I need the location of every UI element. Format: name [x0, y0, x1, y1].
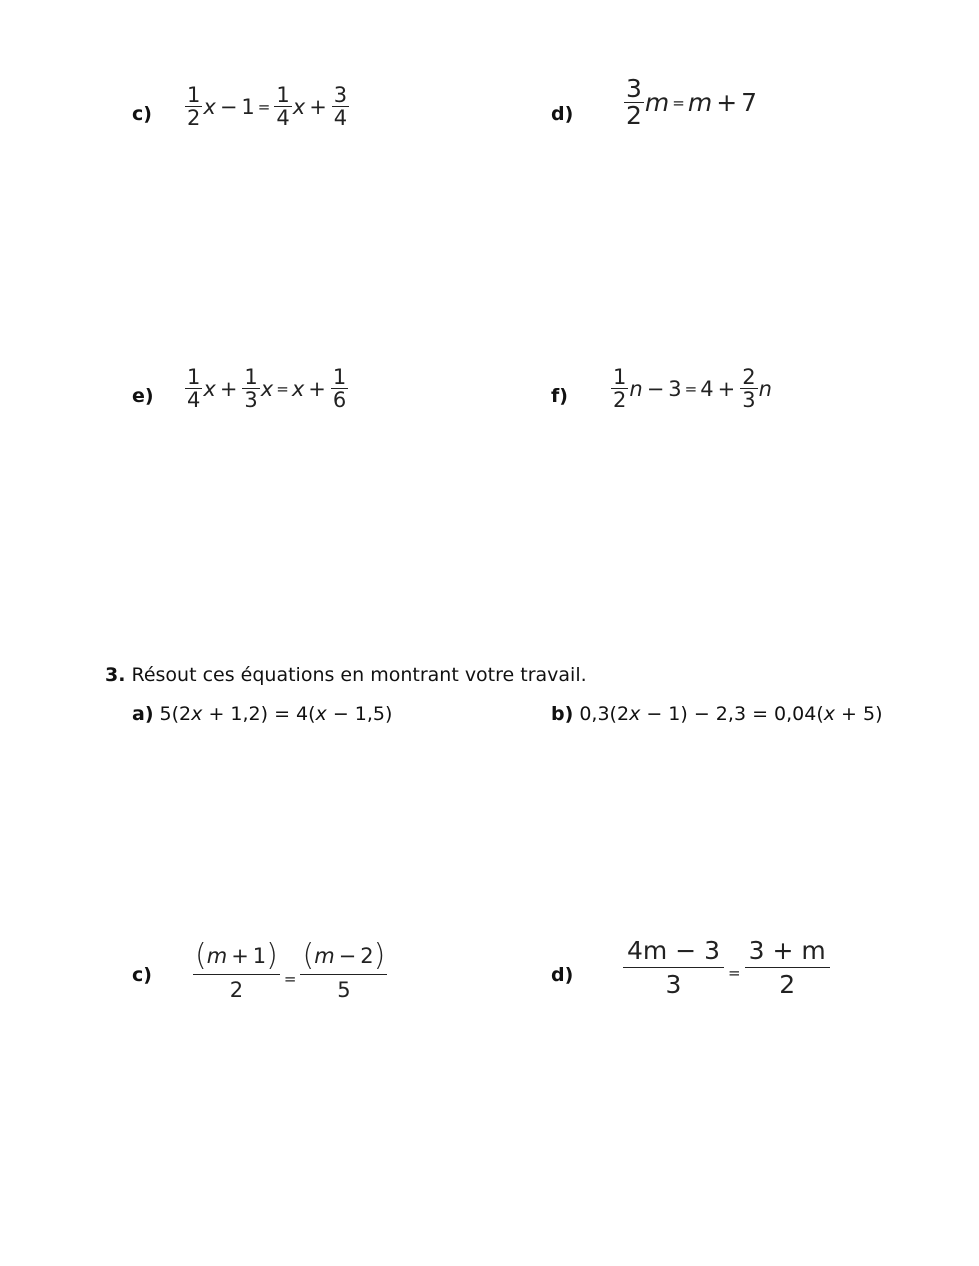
- variable: m: [644, 88, 670, 118]
- variable: n: [758, 376, 772, 401]
- equation-2f: [610, 366, 772, 411]
- constant: 7: [741, 88, 758, 118]
- label-3a: a): [132, 703, 154, 725]
- fraction: ( m − 2 ) 5: [302, 938, 386, 1002]
- fraction: $\frac{4m - 3}{3}$: [623, 938, 724, 999]
- fraction: ( m + 1 ) 2: [195, 938, 278, 1002]
- equation-3a: a) 5(2x + 1,2) = 4(x − 1,5): [132, 703, 393, 725]
- operator: +: [717, 376, 736, 401]
- fraction: $\frac{1}{2}$: [187, 83, 201, 131]
- variable: x: [203, 94, 216, 119]
- equals-sign: =: [283, 970, 297, 989]
- equation-2d: [623, 76, 757, 130]
- equation-2c: [184, 84, 350, 129]
- label-2f: f): [551, 385, 568, 407]
- fraction: $\frac{2}{3}$: [742, 365, 756, 413]
- equation-3c: [192, 940, 388, 1001]
- section-3-instruction: [105, 664, 587, 686]
- instruction-text: Résout ces équations en montrant votre travail.: [131, 664, 587, 686]
- label-2c: c): [132, 103, 152, 125]
- operator: +: [219, 376, 238, 401]
- variable: x: [260, 376, 274, 401]
- equals-sign: =: [728, 964, 741, 983]
- fraction: $\frac{1}{6}$: [332, 365, 347, 413]
- label-3c: c): [132, 964, 152, 986]
- variable: x: [292, 94, 306, 119]
- fraction: $\frac{3 + m}{2}$: [745, 938, 830, 999]
- operator: −: [219, 94, 238, 119]
- equals-sign: =: [276, 379, 289, 398]
- operator: +: [309, 94, 327, 119]
- fraction: $\frac{1}{2}$: [613, 365, 627, 413]
- variable: n: [629, 376, 643, 401]
- section-number: 3.: [105, 664, 126, 686]
- variable: x: [203, 376, 216, 401]
- label-3b: b): [551, 703, 574, 725]
- fraction: $\frac{1}{4}$: [187, 365, 201, 413]
- operator: −: [646, 376, 665, 401]
- equation-3d: [622, 938, 831, 999]
- fraction: $\frac{3}{4}$: [333, 83, 348, 131]
- fraction: $\frac{3}{2}$: [626, 74, 642, 131]
- fraction: $\frac{1}{4}$: [276, 83, 290, 131]
- operator: +: [716, 88, 738, 118]
- equals-sign: =: [672, 93, 685, 112]
- equals-sign: =: [257, 97, 271, 116]
- label-2e: e): [132, 385, 154, 407]
- equation-2e: [184, 366, 349, 411]
- fraction: $\frac{1}{3}$: [244, 365, 258, 413]
- variable: x: [291, 376, 305, 401]
- operator: +: [308, 376, 326, 401]
- variable: m: [687, 88, 713, 118]
- label-2d: d): [551, 103, 574, 125]
- equals-sign: =: [684, 379, 698, 398]
- constant: 4: [700, 376, 714, 401]
- constant: 3: [668, 376, 682, 401]
- label-3d: d): [551, 964, 574, 986]
- equation-3b: b) 0,3(2x − 1) − 2,3 = 0,04(x + 5): [551, 703, 883, 725]
- constant: 1: [241, 94, 255, 119]
